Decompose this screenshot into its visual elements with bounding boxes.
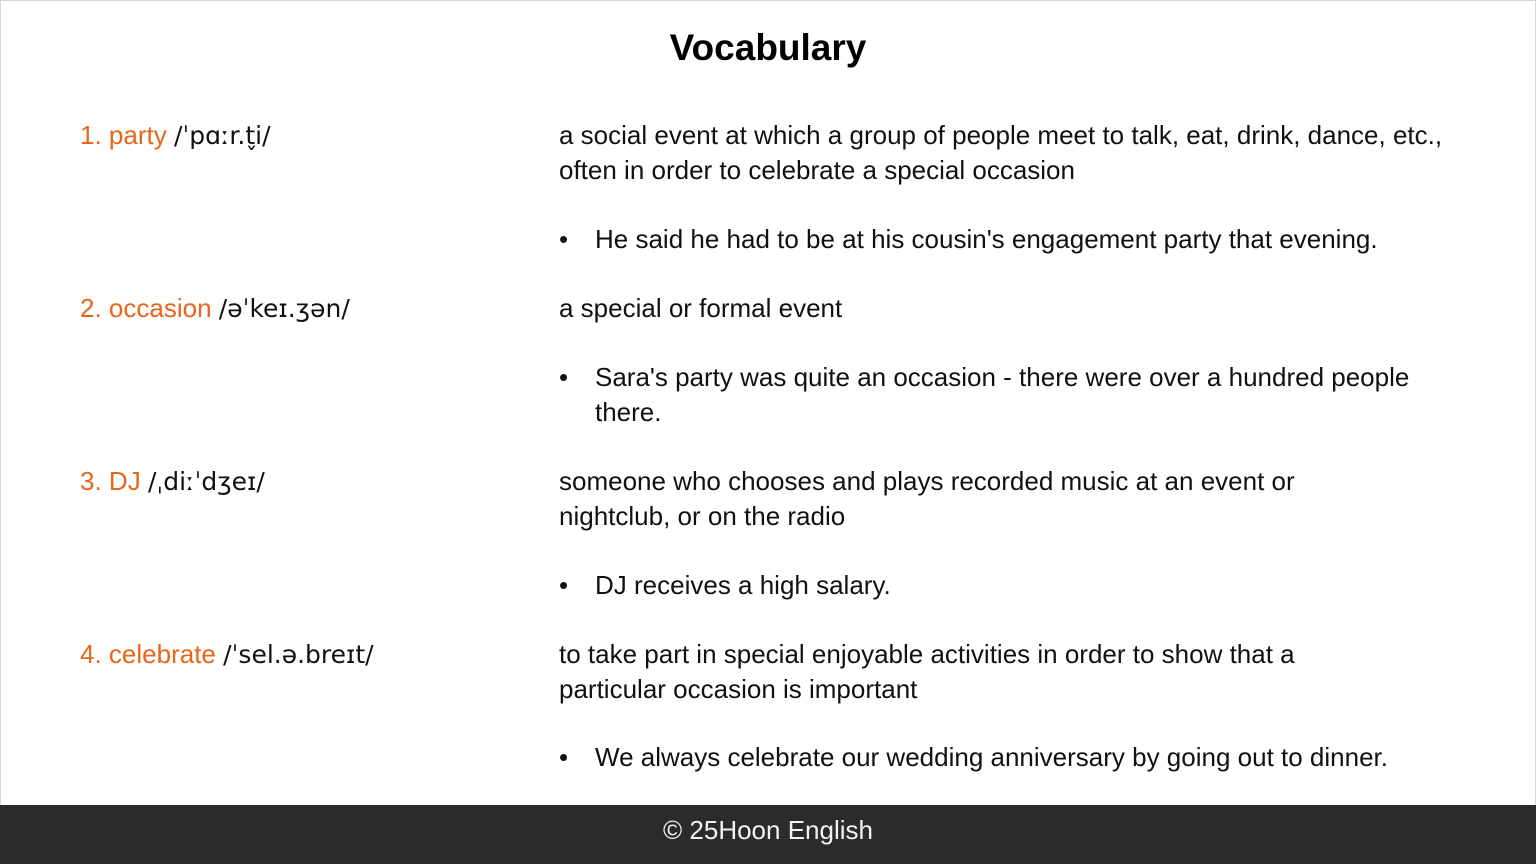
- term-definition: a social event at which a group of people meet to talk, eat, drink, dance, etc., often in order to celebrate a special occasion: [559, 120, 1443, 185]
- term-word: party: [108, 120, 167, 150]
- term-word: celebrate: [108, 639, 216, 669]
- term-number: 4.: [80, 639, 102, 669]
- example-text: DJ receives a high salary.: [595, 570, 891, 600]
- term-number: 3.: [80, 466, 102, 496]
- term-word: occasion: [108, 293, 212, 323]
- term-number: 1.: [80, 120, 102, 150]
- example-text: He said he had to be at his cousin's engagement party that evening.: [595, 224, 1378, 254]
- term-number: 2.: [80, 293, 102, 323]
- copyright-footer: © 25Hoon English: [0, 805, 1536, 864]
- vocab-term: [80, 118, 271, 153]
- term-example: [559, 568, 1489, 603]
- term-pronunciation: /ˈpɑːr.t̬i/: [173, 121, 271, 150]
- vocab-term: [80, 291, 350, 326]
- vocab-term: [80, 637, 374, 672]
- page-title: Vocabulary: [669, 27, 867, 68]
- term-definition: a special or formal event: [559, 293, 843, 323]
- vocab-term: [80, 464, 265, 499]
- bullet-icon: •: [559, 224, 569, 254]
- bullet-icon: •: [559, 570, 569, 600]
- term-pronunciation: /əˈkeɪ.ʒən/: [218, 294, 350, 323]
- example-text: Sara's party was quite an occasion - there were over a hundred people there.: [595, 362, 1410, 427]
- term-pronunciation: /ˌdiːˈdʒeɪ/: [147, 467, 265, 496]
- example-text: We always celebrate our wedding anniversary by going out to dinner.: [595, 742, 1388, 772]
- term-example: [559, 740, 1489, 775]
- bullet-icon: •: [559, 742, 569, 772]
- term-example: [559, 222, 1489, 257]
- term-example: [559, 360, 1489, 429]
- term-definition: someone who chooses and plays recorded music at an event or nightclub, or on the radio: [559, 466, 1295, 531]
- term-word: DJ: [108, 466, 141, 496]
- term-definition: to take part in special enjoyable activities in order to show that a particular occasion is important: [559, 639, 1295, 704]
- term-pronunciation: /ˈsel.ə.breɪt/: [223, 640, 374, 669]
- bullet-icon: •: [559, 362, 569, 392]
